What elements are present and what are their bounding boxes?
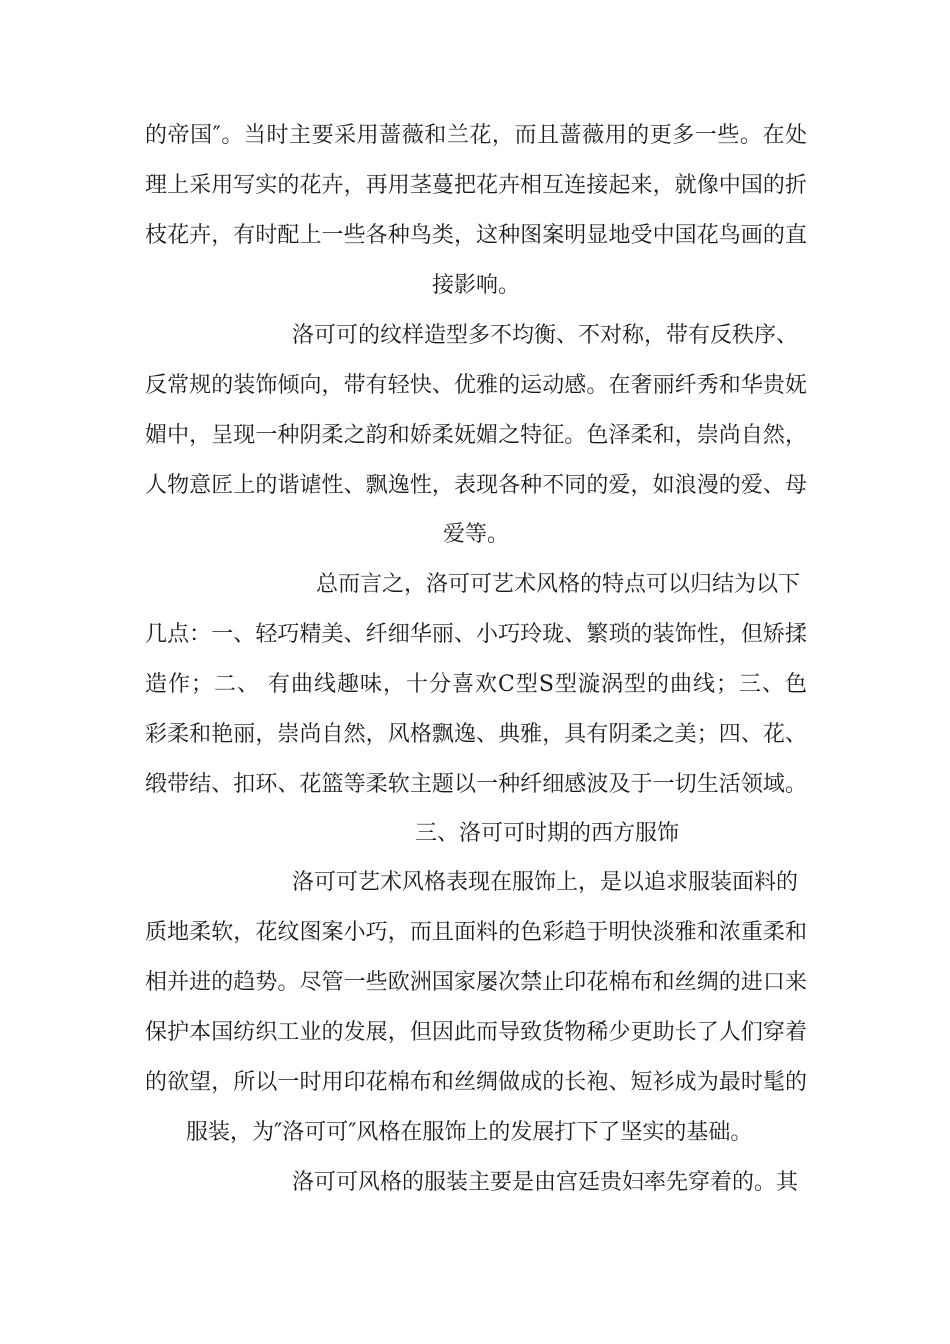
text-line: 人物意匠上的谐谑性、飘逸性，表现各种不同的爱，如浪漫的爱、母: [145, 473, 807, 498]
paragraph-start: 洛可可的纹样造型多不均衡、不对称，带有反秩序、: [292, 323, 799, 348]
text-line: 反常规的装饰倾向，带有轻快、优雅的运动感。在奢丽纤秀和华贵妩: [145, 373, 807, 398]
text-line: 接影响。: [431, 273, 520, 298]
text-line: 理上采用写实的花卉，再用茎蔓把花卉相互连接起来，就像中国的折: [145, 173, 807, 198]
text-line: 保护本国纺织工业的发展，但因此而导致货物稀少更助长了人们穿着: [145, 1020, 807, 1045]
text-line: 爱等。: [442, 522, 509, 547]
text-line: 造作；二、 有曲线趣味，十分喜欢C型S型漩涡型的曲线；三、色: [145, 672, 807, 697]
text-line: 枝花卉，有时配上一些各种鸟类，这种图案明显地受中国花鸟画的直: [145, 223, 807, 248]
text-line: 的欲望，所以一时用印花棉布和丝绸做成的长袍、短衫成为最时髦的: [145, 1070, 807, 1095]
text-line: 服装，为″洛可可″风格在服饰上的发展打下了坚实的基础。: [186, 1120, 753, 1145]
paragraph-start: 洛可可风格的服装主要是由宫廷贵妇率先穿着的。其: [292, 1170, 799, 1195]
text-line: 相并进的趋势。尽管一些欧洲国家屡次禁止印花棉布和丝绸的进口来: [145, 970, 807, 995]
paragraph-start: 洛可可艺术风格表现在服饰上，是以追求服装面料的: [292, 870, 799, 895]
section-heading: 三、洛可可时期的西方服饰: [415, 821, 680, 846]
paragraph-start: 总而言之，洛可可艺术风格的特点可以归结为以下: [316, 572, 801, 597]
text-line: 质地柔软，花纹图案小巧，而且面料的色彩趋于明快淡雅和浓重柔和: [145, 920, 807, 945]
text-line: 媚中，呈现一种阴柔之韵和娇柔妩媚之特征。色泽柔和，崇尚自然，: [145, 423, 807, 448]
text-line: 几点：一、轻巧精美、纤细华丽、小巧玲珑、繁琐的装饰性，但矫揉: [145, 622, 807, 647]
text-line: 的帝国″。当时主要采用蔷薇和兰花，而且蔷薇用的更多一些。在处: [145, 123, 807, 148]
text-line: 缎带结、扣环、花篮等柔软主题以一种纤细感波及于一切生活领域。: [145, 772, 807, 797]
text-line: 彩柔和艳丽，崇尚自然，风格飘逸、典雅，具有阴柔之美；四、花、: [145, 722, 807, 747]
